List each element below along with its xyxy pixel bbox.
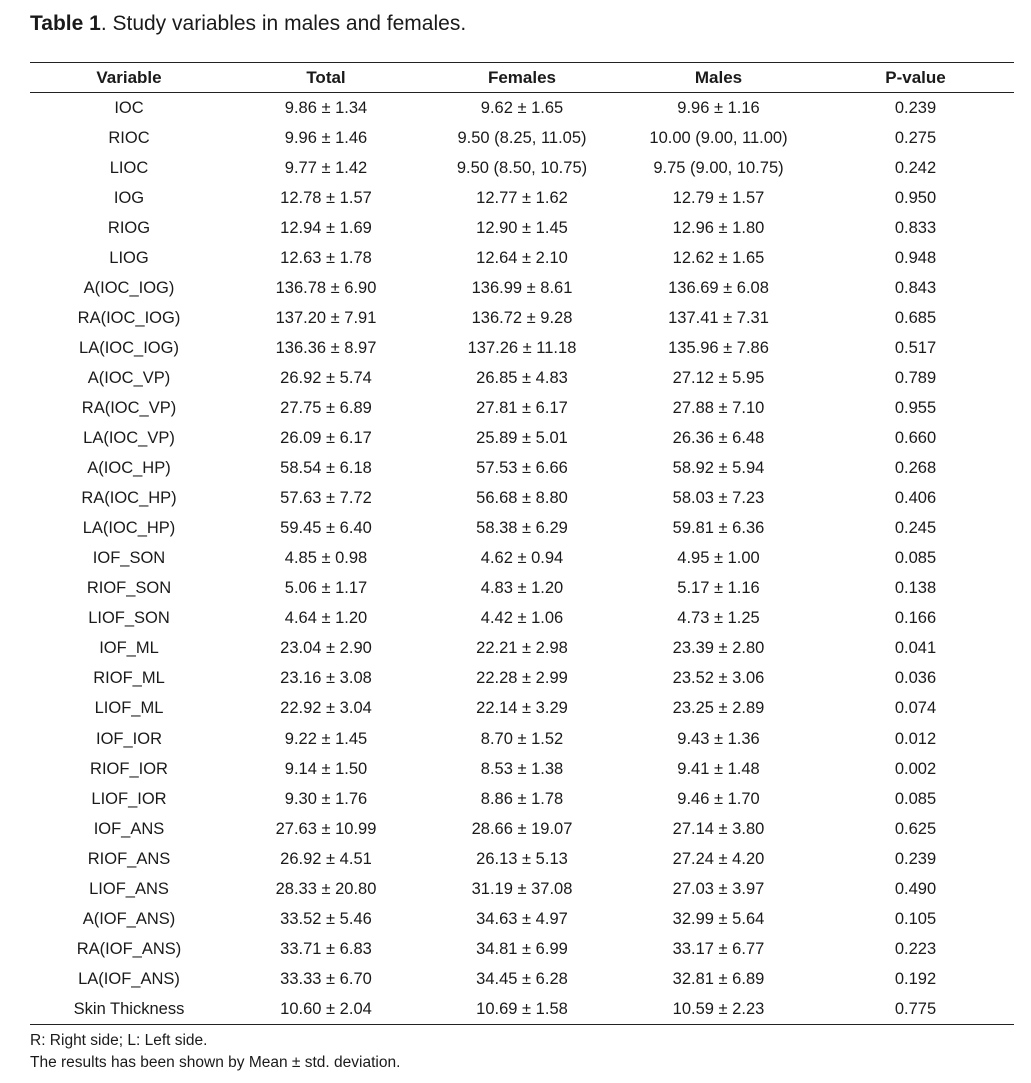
cell-p-value: 0.268: [894, 459, 937, 478]
cell-p-value: 0.490: [894, 879, 937, 898]
study-variables-table: [30, 62, 1014, 1025]
cell-p-value: 0.041: [894, 639, 937, 658]
cell-variable: A(IOF_ANS): [82, 909, 176, 928]
cell-p-value: 0.406: [894, 489, 937, 508]
cell-females: 34.81 ± 6.99: [476, 939, 568, 958]
cell-p-value: 0.012: [894, 729, 937, 748]
table-row: [30, 424, 1014, 454]
cell-males: 59.81 ± 6.36: [672, 519, 765, 538]
cell-males: 4.95 ± 1.00: [677, 549, 760, 568]
cell-males: 9.96 ± 1.16: [677, 98, 760, 117]
cell-variable: A(IOC_HP): [87, 459, 171, 478]
cell-total: 5.06 ± 1.17: [284, 579, 368, 598]
table-row: [30, 754, 1014, 784]
header-males: Males: [694, 67, 743, 87]
cell-p-value: 0.105: [894, 909, 937, 928]
table-row: [30, 574, 1014, 604]
table-row: [30, 724, 1014, 754]
cell-p-value: 0.517: [894, 338, 937, 357]
cell-males: 12.79 ± 1.57: [672, 188, 765, 207]
table-caption: [30, 8, 1014, 40]
cell-females: 9.50 (8.25, 11.05): [457, 128, 587, 147]
cell-females: 26.13 ± 5.13: [476, 849, 568, 868]
cell-males: 12.96 ± 1.80: [672, 218, 765, 237]
cell-variable: IOF_ML: [99, 639, 159, 658]
cell-males: 136.69 ± 6.08: [668, 278, 769, 297]
footnote-abbreviations: R: Right side; L: Left side.: [30, 1032, 208, 1049]
cell-variable: LIOF_SON: [88, 609, 170, 628]
cell-females: 10.69 ± 1.58: [476, 999, 568, 1018]
cell-males: 27.24 ± 4.20: [672, 849, 765, 868]
cell-females: 28.66 ± 19.07: [471, 819, 573, 838]
header-p-value: P-value: [885, 67, 946, 87]
cell-variable: LIOF_IOR: [91, 789, 167, 808]
cell-p-value: 0.002: [894, 759, 937, 778]
table-row: [30, 393, 1014, 423]
table-row: [30, 333, 1014, 363]
cell-variable: RIOC: [108, 128, 150, 147]
cell-males: 58.92 ± 5.94: [672, 459, 765, 478]
cell-p-value: 0.239: [894, 849, 937, 868]
cell-variable: LIOF_ML: [94, 699, 164, 718]
cell-females: 12.90 ± 1.45: [476, 218, 568, 237]
cell-total: 12.78 ± 1.57: [280, 188, 372, 207]
cell-males: 137.41 ± 7.31: [668, 308, 769, 327]
footnote-statistics: The results has been shown by Mean ± std. deviation.: [30, 1054, 401, 1071]
table-row: [30, 604, 1014, 634]
cell-males: 32.81 ± 6.89: [672, 969, 765, 988]
cell-variable: IOC: [114, 98, 144, 117]
header-total: Total: [306, 67, 346, 87]
cell-variable: A(IOC_IOG): [83, 278, 175, 297]
cell-variable: LA(IOC_IOG): [79, 338, 179, 357]
cell-p-value: 0.074: [894, 699, 937, 718]
table-row: [30, 784, 1014, 814]
cell-females: 22.14 ± 3.29: [476, 699, 568, 718]
table-caption-text: . Study variables in males and females.: [100, 12, 467, 35]
cell-females: 27.81 ± 6.17: [476, 398, 568, 417]
document-page: [30, 8, 1014, 1071]
cell-variable: LIOC: [109, 158, 149, 177]
cell-total: 26.09 ± 6.17: [280, 429, 372, 448]
header-variable: Variable: [96, 67, 162, 87]
cell-total: 26.92 ± 4.51: [280, 849, 372, 868]
cell-total: 136.36 ± 8.97: [275, 338, 377, 357]
cell-total: 27.75 ± 6.89: [280, 398, 372, 417]
cell-females: 12.64 ± 2.10: [476, 248, 568, 267]
cell-variable: IOF_SON: [92, 549, 166, 568]
cell-total: 137.20 ± 7.91: [275, 308, 377, 327]
cell-p-value: 0.138: [894, 579, 937, 598]
cell-females: 9.62 ± 1.65: [480, 98, 564, 117]
cell-total: 22.92 ± 3.04: [280, 699, 372, 718]
cell-total: 26.92 ± 5.74: [280, 368, 372, 387]
table-row: [30, 484, 1014, 514]
cell-females: 31.19 ± 37.08: [471, 879, 573, 898]
table-row: [30, 844, 1014, 874]
table-row: [30, 514, 1014, 544]
cell-p-value: 0.245: [894, 519, 937, 538]
cell-variable: LA(IOC_HP): [82, 519, 176, 538]
cell-females: 137.26 ± 11.18: [467, 338, 577, 357]
cell-total: 33.71 ± 6.83: [280, 939, 372, 958]
table-header: [30, 63, 1014, 93]
cell-total: 27.63 ± 10.99: [275, 819, 377, 838]
cell-females: 25.89 ± 5.01: [476, 429, 568, 448]
cell-p-value: 0.948: [894, 248, 937, 267]
cell-p-value: 0.843: [894, 278, 937, 297]
cell-females: 136.72 ± 9.28: [471, 308, 573, 327]
table-row: [30, 93, 1014, 124]
cell-males: 10.00 (9.00, 11.00): [649, 128, 788, 147]
cell-total: 9.86 ± 1.34: [284, 98, 368, 117]
cell-variable: RIOG: [107, 218, 151, 237]
cell-p-value: 0.685: [894, 308, 937, 327]
cell-females: 58.38 ± 6.29: [476, 519, 568, 538]
cell-females: 57.53 ± 6.66: [476, 459, 568, 478]
cell-males: 23.52 ± 3.06: [672, 669, 765, 688]
cell-females: 22.28 ± 2.99: [476, 669, 568, 688]
cell-males: 4.73 ± 1.25: [677, 609, 760, 628]
cell-females: 9.50 (8.50, 10.75): [456, 158, 588, 177]
cell-males: 58.03 ± 7.23: [672, 489, 765, 508]
cell-males: 32.99 ± 5.64: [672, 909, 765, 928]
cell-total: 33.52 ± 5.46: [280, 909, 372, 928]
cell-p-value: 0.955: [894, 398, 937, 417]
cell-females: 34.63 ± 4.97: [476, 909, 568, 928]
cell-males: 9.46 ± 1.70: [677, 789, 760, 808]
cell-males: 23.25 ± 2.89: [672, 699, 765, 718]
cell-females: 56.68 ± 8.80: [476, 489, 568, 508]
cell-total: 9.96 ± 1.46: [284, 128, 368, 147]
cell-variable: A(IOC_VP): [87, 368, 171, 387]
cell-males: 27.14 ± 3.80: [672, 819, 765, 838]
cell-females: 34.45 ± 6.28: [476, 969, 568, 988]
cell-total: 4.85 ± 0.98: [284, 549, 368, 568]
cell-p-value: 0.085: [894, 789, 937, 808]
cell-total: 136.78 ± 6.90: [275, 278, 377, 297]
cell-variable: RIOF_SON: [86, 579, 172, 598]
cell-males: 33.17 ± 6.77: [672, 939, 765, 958]
cell-p-value: 0.833: [894, 218, 937, 237]
cell-variable: LA(IOF_ANS): [78, 969, 180, 988]
cell-total: 4.64 ± 1.20: [284, 609, 368, 628]
cell-p-value: 0.275: [894, 128, 937, 147]
cell-total: 33.33 ± 6.70: [280, 969, 372, 988]
cell-total: 9.22 ± 1.45: [284, 729, 368, 748]
table-body: [30, 93, 1014, 1025]
table-row: [30, 964, 1014, 994]
cell-males: 26.36 ± 6.48: [672, 429, 765, 448]
table-row: [30, 634, 1014, 664]
cell-females: 136.99 ± 8.61: [471, 278, 573, 297]
table-row: [30, 664, 1014, 694]
table-row: [30, 153, 1014, 183]
cell-females: 4.42 ± 1.06: [480, 609, 564, 628]
cell-total: 9.77 ± 1.42: [284, 158, 368, 177]
cell-p-value: 0.625: [894, 819, 937, 838]
cell-variable: RA(IOF_ANS): [76, 939, 182, 958]
cell-females: 26.85 ± 4.83: [476, 368, 568, 387]
cell-p-value: 0.166: [894, 609, 937, 628]
cell-males: 135.96 ± 7.86: [668, 338, 769, 357]
cell-p-value: 0.242: [894, 158, 937, 177]
cell-total: 28.33 ± 20.80: [275, 879, 377, 898]
cell-total: 58.54 ± 6.18: [280, 459, 372, 478]
cell-males: 10.59 ± 2.23: [672, 999, 765, 1018]
cell-males: 12.62 ± 1.65: [672, 248, 765, 267]
table-row: [30, 243, 1014, 273]
cell-p-value: 0.239: [894, 98, 937, 117]
cell-total: 23.16 ± 3.08: [280, 669, 372, 688]
cell-variable: RA(IOC_IOG): [77, 308, 181, 327]
table-row: [30, 273, 1014, 303]
cell-females: 8.86 ± 1.78: [480, 789, 564, 808]
table-row: [30, 544, 1014, 574]
cell-males: 27.12 ± 5.95: [672, 368, 765, 387]
cell-p-value: 0.775: [894, 999, 937, 1018]
cell-males: 27.03 ± 3.97: [672, 879, 765, 898]
table-footnotes: [30, 1030, 400, 1074]
table-row: [30, 994, 1014, 1025]
cell-variable: RIOF_ML: [93, 669, 165, 688]
cell-variable: RIOF_ANS: [87, 849, 171, 868]
cell-p-value: 0.789: [894, 368, 937, 387]
cell-p-value: 0.192: [894, 969, 937, 988]
table-row: [30, 904, 1014, 934]
table-row: [30, 213, 1014, 243]
cell-variable: LIOG: [109, 248, 149, 267]
table-container: [30, 62, 1014, 1025]
table-row: [30, 694, 1014, 724]
cell-total: 23.04 ± 2.90: [280, 639, 372, 658]
cell-variable: Skin Thickness: [73, 999, 185, 1018]
cell-variable: IOF_IOR: [95, 729, 162, 748]
cell-females: 12.77 ± 1.62: [476, 188, 568, 207]
cell-variable: IOG: [113, 188, 145, 207]
cell-females: 4.83 ± 1.20: [480, 579, 564, 598]
cell-p-value: 0.660: [894, 429, 937, 448]
table-row: [30, 363, 1014, 393]
cell-p-value: 0.085: [894, 549, 937, 568]
cell-p-value: 0.036: [894, 669, 937, 688]
cell-females: 8.70 ± 1.52: [480, 729, 564, 748]
cell-males: 23.39 ± 2.80: [672, 639, 765, 658]
cell-total: 57.63 ± 7.72: [280, 489, 372, 508]
cell-males: 9.75 (9.00, 10.75): [653, 158, 784, 177]
header-females: Females: [487, 67, 557, 87]
table-caption-label: Table 1: [30, 12, 101, 35]
table-row: [30, 814, 1014, 844]
cell-males: 9.43 ± 1.36: [677, 729, 760, 748]
cell-variable: RA(IOC_HP): [81, 489, 177, 508]
table-row: [30, 934, 1014, 964]
cell-total: 12.63 ± 1.78: [280, 248, 372, 267]
cell-variable: LA(IOC_VP): [83, 429, 175, 448]
table-row: [30, 303, 1014, 333]
table-row: [30, 123, 1014, 153]
cell-p-value: 0.950: [894, 188, 937, 207]
table-row: [30, 454, 1014, 484]
cell-females: 8.53 ± 1.38: [480, 759, 564, 778]
cell-males: 9.41 ± 1.48: [677, 759, 760, 778]
cell-total: 12.94 ± 1.69: [280, 218, 372, 237]
header-row: [30, 63, 1014, 93]
cell-males: 5.17 ± 1.16: [677, 579, 760, 598]
cell-variable: RIOF_IOR: [90, 759, 168, 778]
cell-variable: IOF_ANS: [93, 819, 165, 838]
cell-total: 59.45 ± 6.40: [280, 519, 372, 538]
cell-variable: RA(IOC_VP): [81, 398, 177, 417]
cell-total: 9.30 ± 1.76: [284, 789, 368, 808]
cell-p-value: 0.223: [894, 939, 937, 958]
cell-females: 4.62 ± 0.94: [480, 549, 564, 568]
cell-females: 22.21 ± 2.98: [476, 639, 568, 658]
cell-males: 27.88 ± 7.10: [672, 398, 765, 417]
table-row: [30, 874, 1014, 904]
cell-total: 10.60 ± 2.04: [280, 999, 372, 1018]
table-row: [30, 183, 1014, 213]
cell-variable: LIOF_ANS: [89, 879, 169, 898]
cell-total: 9.14 ± 1.50: [284, 759, 368, 778]
